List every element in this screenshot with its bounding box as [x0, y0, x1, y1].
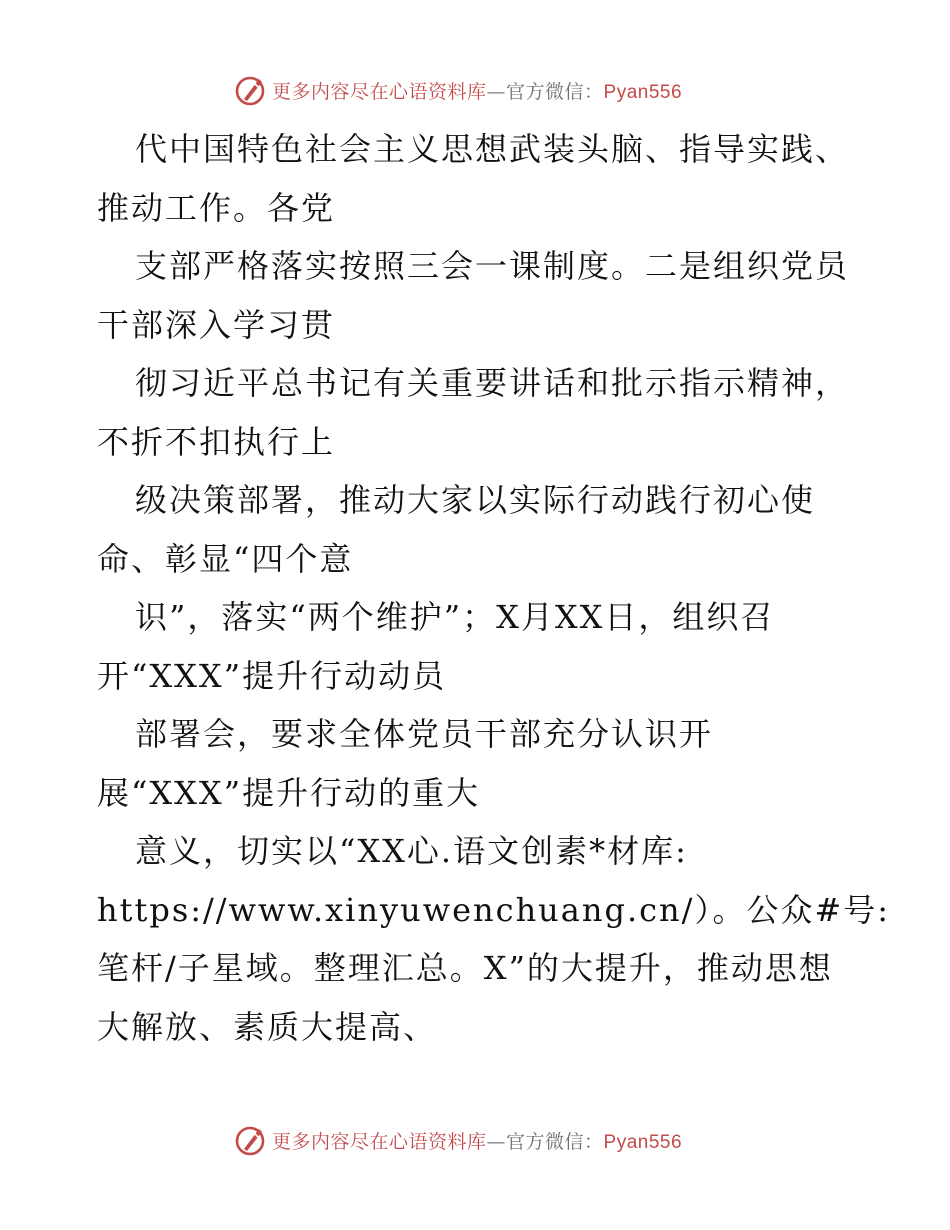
text-line: 意义，切实以“XX心.语文创素*材库:	[135, 832, 688, 870]
text-line: 级决策部署，推动大家以实际行动践行初心使	[135, 481, 816, 519]
footer-watermark	[234, 1122, 682, 1158]
text-line: 展“XXX”提升行动的重大	[97, 773, 481, 812]
text-line: 识”，落实“两个维护”；X月XX日，组织召	[135, 598, 775, 636]
watermark-main: 更多内容尽在心语资料库	[272, 80, 487, 103]
text-line: https://www.xinyuwenchuang.cn/）。公众#号:	[97, 890, 891, 929]
watermark-id: Pyan556	[603, 1131, 683, 1153]
quill-logo-icon	[234, 1123, 268, 1157]
text-line: 不折不扣执行上	[97, 422, 336, 461]
watermark-main: 更多内容尽在心语资料库	[272, 1130, 487, 1153]
watermark-text	[272, 1127, 682, 1154]
text-line: 开“XXX”提升行动动员	[97, 656, 447, 695]
text-line: 代中国特色社会主义思想武装头脑、指导实践、	[135, 130, 850, 168]
watermark-separator: —	[486, 80, 507, 103]
document-body	[97, 120, 897, 1056]
header-watermark	[234, 72, 682, 108]
text-line: 笔杆/子星域。整理汇总。X”的大提升，推动思想	[97, 949, 833, 987]
watermark-sub: 官方微信：	[506, 80, 604, 103]
text-line: 推动工作。各党	[97, 188, 336, 227]
quill-logo-icon	[234, 73, 268, 107]
watermark-text	[272, 77, 682, 104]
watermark-id: Pyan556	[603, 81, 683, 103]
watermark-separator: —	[486, 1130, 507, 1153]
text-line: 干部深入学习贯	[97, 305, 336, 344]
text-line: 大解放、素质大提高、	[97, 1007, 438, 1046]
text-line: 彻习近平总书记有关重要讲话和批示指示精神，	[135, 364, 850, 402]
text-line: 部署会，要求全体党员干部充分认识开	[135, 715, 714, 753]
watermark-sub: 官方微信：	[506, 1130, 604, 1153]
text-line: 命、彰显“四个意	[97, 539, 354, 578]
text-line: 支部严格落实按照三会一课制度。二是组织党员	[135, 247, 850, 285]
